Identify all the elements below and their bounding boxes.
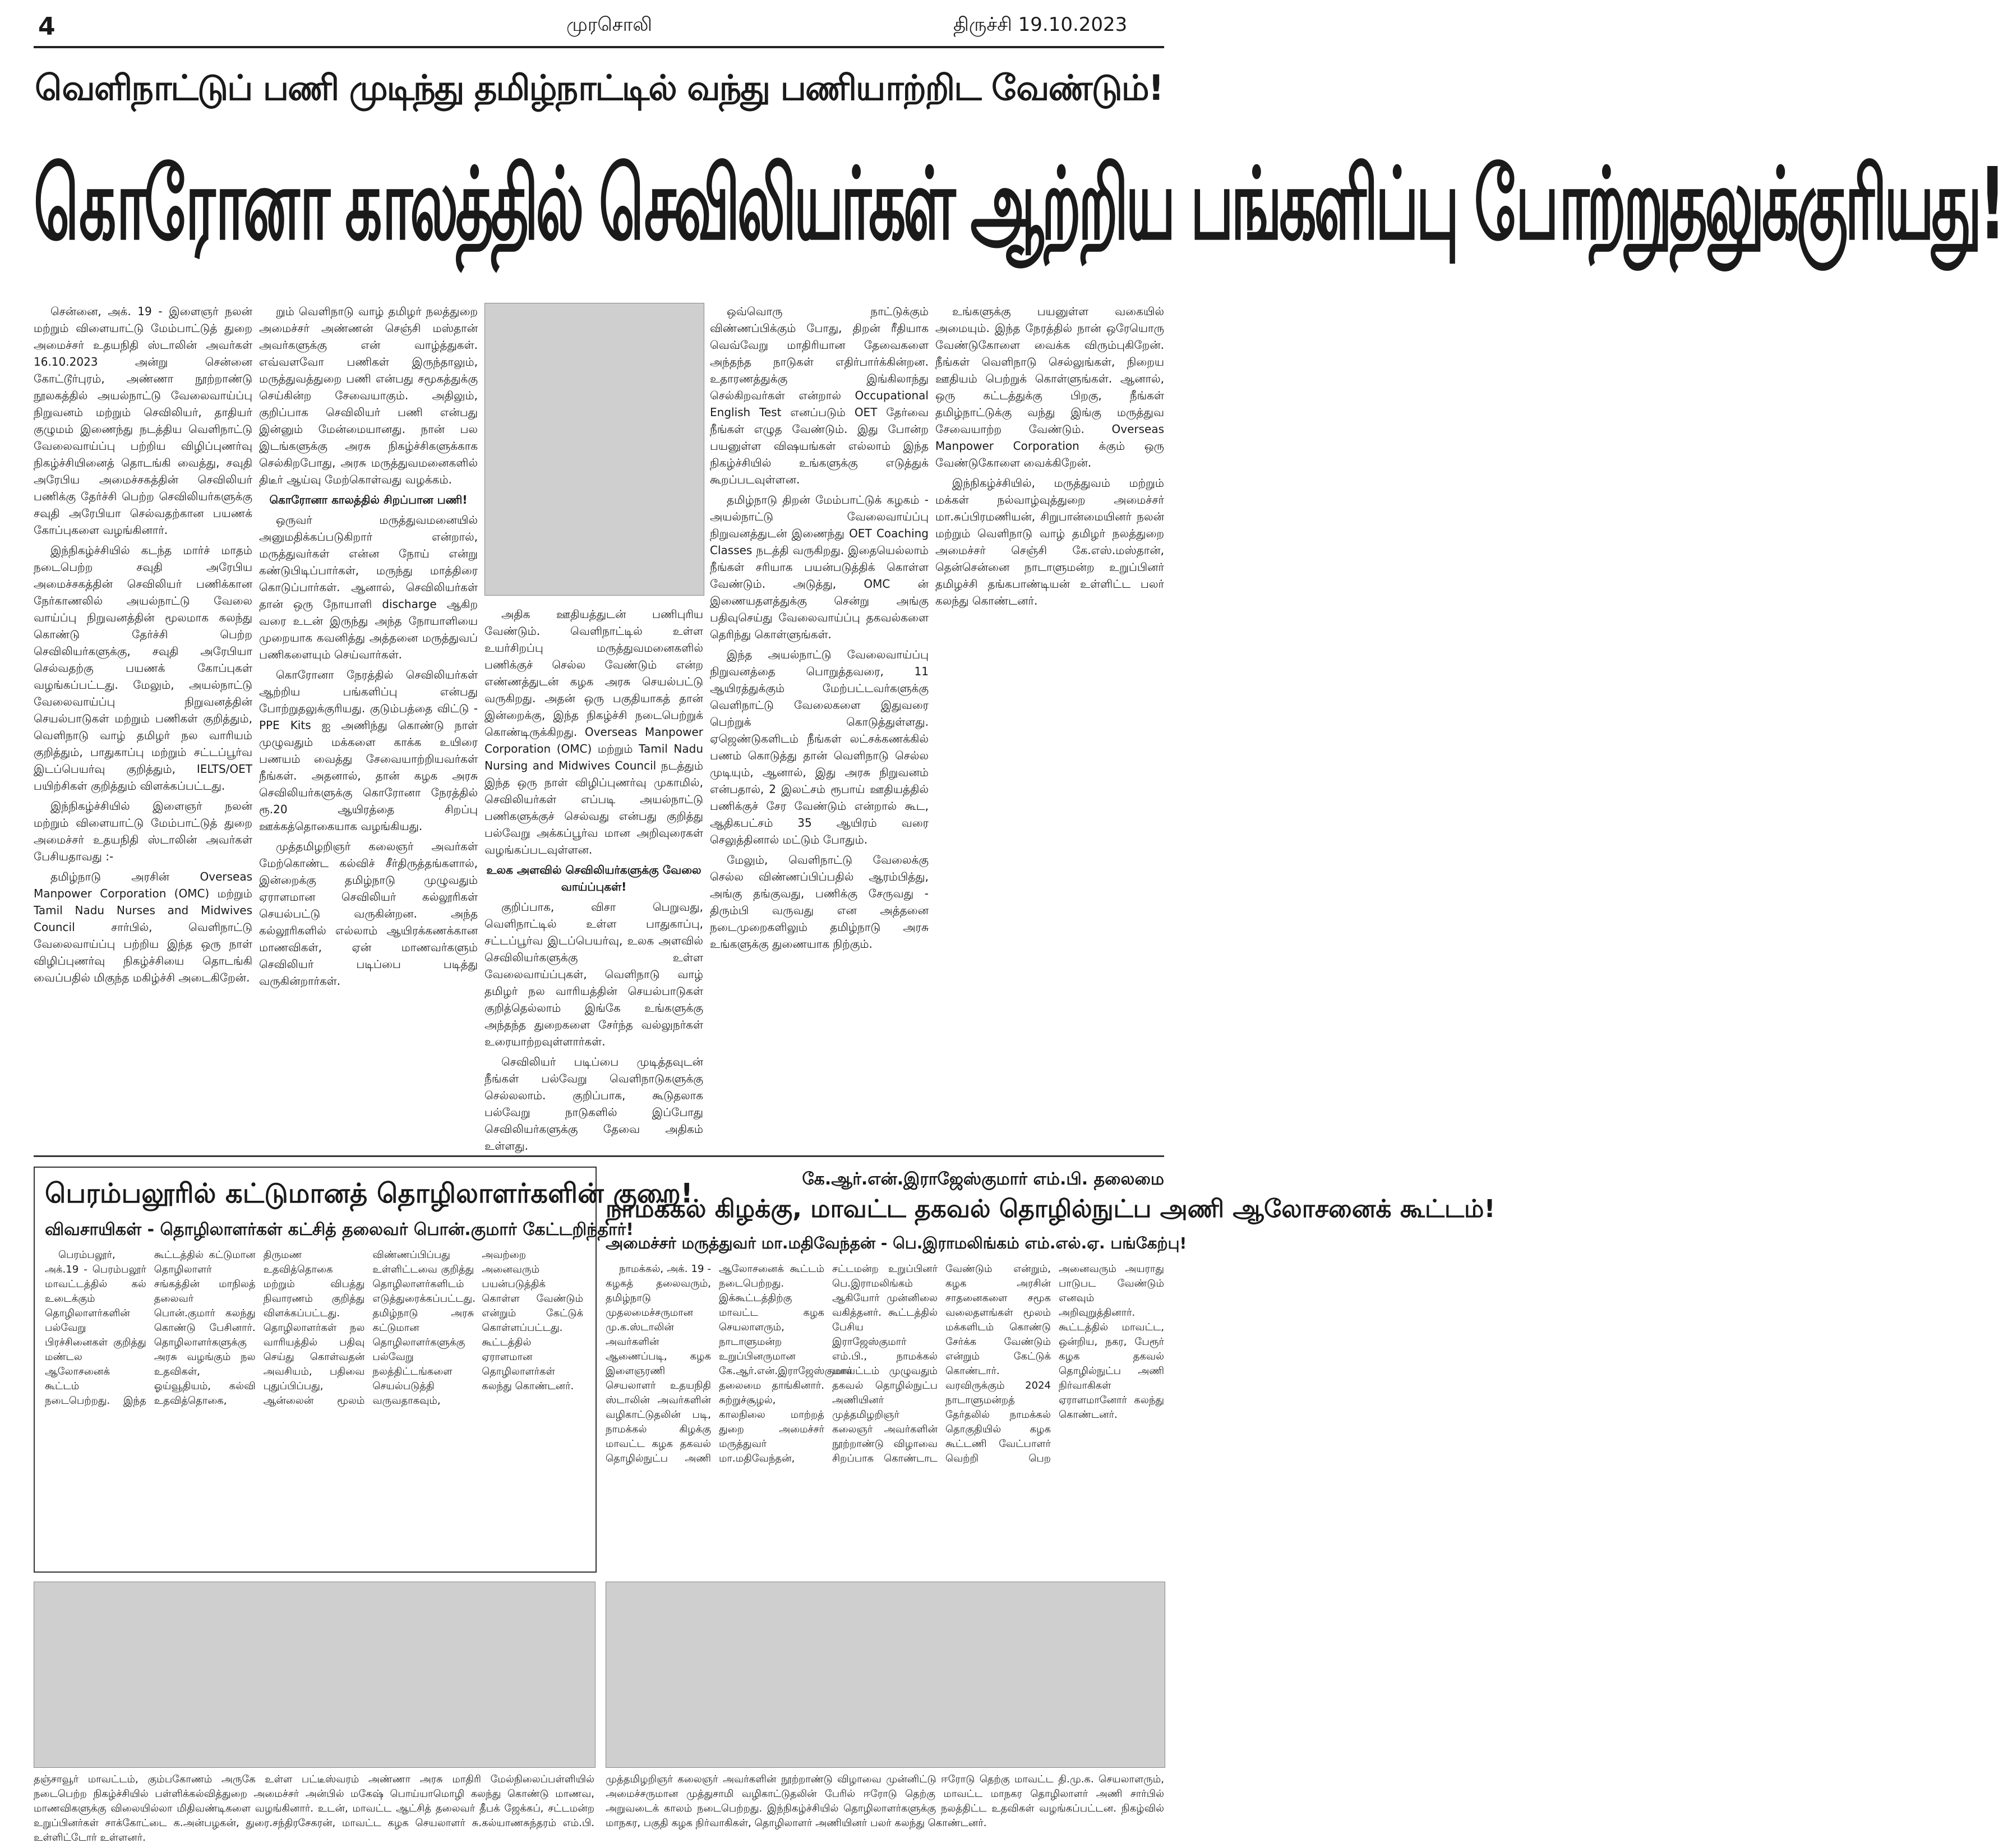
story2-headline: பெரம்பலூரில் கட்டுமானத் தொழிலாளர்களின் குறை! xyxy=(45,1178,693,1209)
story3-byline: கே.ஆர்.என்.இராஜேஸ்குமார் எம்.பி. தலைமை xyxy=(802,1169,1164,1189)
story2-body xyxy=(45,1248,583,1562)
lead-column-4 xyxy=(710,303,929,1144)
lead-paragraph: றும் வெளிநாடு வாழ் தமிழர் நலத்துறை அமைச்சர் அண்ணன் செஞ்சி மஸ்தான் அவர்களுக்கு என் வாழ்த்துகள். எவ்வளவோ பணிகள் இருந்தாலும், மருத்துவத்துறை பணி என்பது சமூகத்துக்கு செய்கின்ற சேவையாகும். அதிலும், குறிப்பாக செவிலியர் பணி என்பது இன்னும் மேன்மையானது. நான் பல இடங்களுக்கு அரசு நிகழ்ச்சிகளுக்காக செல்கிறபோது, அரசு மருத்துவமனைகளில் திடீர் ஆய்வு மேற்கொள்வது வழக்கம். xyxy=(259,305,478,486)
photo-left xyxy=(34,1582,596,1768)
lead-paragraph: இந்த அயல்நாட்டு வேலைவாய்ப்பு நிறுவனத்தை பொறுத்தவரை, 11 ஆயிரத்துக்கும் மேற்பட்டவர்களுக்கு வெளிநாட்டு வேலைகளை இதுவரை பெற்றுக் கொடுத்துள்ளது. ஏஜெண்டுகளிடம் நீங்கள் லட்சக்கணக்கில் பணம் கொடுத்து தான் வெளிநாடு செல்ல முடியும், ஆனால், இது அரசு நிறுவனம் என்பதால், 2 இலட்சம் ரூபாய் ஊதியத்தில் பணிக்குச் சேர வேண்டும் என்றால் கூட, ஆதிகபட்சம் 35 ஆயிரம் வரை செலுத்தினால் மட்டும் போதும். xyxy=(710,648,929,846)
lead-subheading: உலக அளவில் செவிலியர்களுக்கு வேலை வாய்ப்புகள்! xyxy=(486,863,701,893)
photo-right-caption: முத்தமிழறிஞர் கலைஞர் அவர்களின் நூற்றாண்டு விழாவை முன்னிட்டு ஈரோடு தெற்கு மாவட்ட தி.மு.க. செயலாளரும், அமைச்சருமான முத்துசாமி வழிகாட்டுதலின் பேரில் ஈரோடு தெற்கு மாவட்ட மாநகர தொழிலாளர் அணி சார்பில் அறுவடைக் காலம் நடைபெற்றது. இந்நிகழ்ச்சியில் தொழிலாளர்களுக்கு நலத்திட்ட உதவிகள் வழங்கப்பட்டன. நிகழ்வில் மாநகர, பகுதி கழக நிர்வாகிகள், தொழிலாளர் அணியினர் பலர் கலந்து கொண்டனர். xyxy=(606,1773,1165,1829)
lead-paragraph: மேலும், வெளிநாட்டு வேலைக்கு செல்ல விண்ணப்பிப்பதில் ஆரம்பித்து, அங்கு தங்குவது, பணிக்கு சேருவது - திரும்பி வருவது என அத்தனை நடைமுறைகளிலும் தமிழ்நாடு அரசு உங்களுக்கு துணையாக நிற்கும். xyxy=(710,853,929,951)
lead-headline: கொரோனா காலத்தில் செவிலியர்கள் ஆற்றிய பங்களிப்பு போற்றுதலுக்குரியது! xyxy=(34,146,2003,262)
section-divider xyxy=(34,1155,1164,1157)
page-number: 4 xyxy=(38,12,56,41)
lead-kicker: வெளிநாட்டுப் பணி முடிந்து தமிழ்நாட்டில் வந்து பணியாற்றிட வேண்டும்! xyxy=(35,67,1163,108)
photo-right xyxy=(606,1582,1165,1768)
lead-column-3 xyxy=(484,606,703,1153)
lead-subheading: கொரோனா காலத்தில் சிறப்பான பணி! xyxy=(269,493,468,506)
lead-column-1 xyxy=(34,303,252,1144)
lead-paragraph: முத்தமிழறிஞர் கலைஞர் அவர்கள் மேற்கொண்ட கல்விச் சீர்திருத்தங்களால், இன்றைக்கு தமிழ்நாடு முழுவதும் ஏராளமான செவிலியர் கல்லூரிகள் செயல்பட்டு வருகின்றன. அந்த கல்லூரிகளில் எல்லாம் ஆயிரக்கணக்கான மாணவிகள், ஏன் மாணவர்களும் செவிலியர் படிப்பை படித்து வருகின்றார்கள். xyxy=(259,840,478,988)
newspaper-name: முரசொலி xyxy=(566,13,652,36)
photo-left-caption: தஞ்சாவூர் மாவட்டம், கும்பகோணம் அருகே உள்ள பட்டீஸ்வரம் அண்ணா அரசு மாதிரி மேல்நிலைப்பள்ளியில் நடைபெற்ற நிகழ்ச்சியில் பள்ளிக்கல்வித்துறை அமைச்சர் அன்பில் மகேஷ் பொய்யாமொழி கலந்து கொண்டு மாணவ, மாணவிகளுக்கு விலையில்லா மிதிவண்டிகளை வழங்கினார். உடன், மாவட்ட ஆட்சித் தலைவர் தீபக் ஜேக்கப், சட்டமன்ற உறுப்பினர்கள் சாக்கோட்டை க.அன்பழகன், துரை.சந்திரசேகரன், மாவட்ட கழக செயலாளர் சு.கல்யாணசுந்தரம் எம்.பி. உள்ளிட்டோர் உள்ளனர். xyxy=(34,1773,594,1844)
story3-subhead: அமைச்சர் மருத்துவர் மா.மதிவேந்தன் - பெ.இராமலிங்கம் எம்.எல்.ஏ. பங்கேற்பு! xyxy=(606,1234,1187,1252)
lead-column-5 xyxy=(935,303,1164,1144)
lead-paragraph: ஒவ்வொரு நாட்டுக்கும் விண்ணப்பிக்கும் போது, திறன் ரீதியாக வெவ்வேறு மாதிரியான தேவைகளை அந்தந்த நாடுகள் எதிர்பார்க்கின்றன. உதாரணத்துக்கு இங்கிலாந்து செல்கிறவர்கள் என்றால் Occupational English Test எனப்படும் OET தேர்வை நீங்கள் எழுத வேண்டும். இது போன்ற பயனுள்ள விஷயங்கள் எல்லாம் இந்த நிகழ்ச்சியில் உங்களுக்கு எடுத்துக் கூறப்படவுள்ளன. xyxy=(710,305,929,486)
story3-paragraph: நாமக்கல், அக். 19 - கழகத் தலைவரும், தமிழ்நாடு முதலமைச்சருமான மு.க.ஸ்டாலின் அவர்களின் ஆணைப்படி, கழக இளைஞரணி செயலாளர் உதயநிதி ஸ்டாலின் அவர்களின் வழிகாட்டுதலின் படி, நாமக்கல் கிழக்கு மாவட்ட கழக தகவல் தொழில்நுட்ப அணி ஆலோசனைக் கூட்டம் நடைபெற்றது. இக்கூட்டத்திற்கு மாவட்ட கழக செயலாளரும், நாடாளுமன்ற உறுப்பினருமான கே.ஆர்.என்.இராஜேஸ்குமார் தலைமை தாங்கினார். சுற்றுச்சூழல், காலநிலை மாற்றத் துறை அமைச்சர் மருத்துவர் மா.மதிவேந்தன், சட்டமன்ற உறுப்பினர் பெ.இராமலிங்கம் ஆகியோர் முன்னிலை வகித்தனர். கூட்டத்தில் பேசிய இராஜேஸ்குமார் எம்.பி., நாமக்கல் மாவட்டம் முழுவதும் தகவல் தொழில்நுட்ப அணியினர் முத்தமிழறிஞர் கலைஞர் அவர்களின் நூற்றாண்டு விழாவை சிறப்பாக கொண்டாட வேண்டும் என்றும், கழக அரசின் சாதனைகளை சமூக வலைதளங்கள் மூலம் மக்களிடம் கொண்டு சேர்க்க வேண்டும் என்றும் கேட்டுக் கொண்டார். வரவிருக்கும் 2024 நாடாளுமன்றத் தேர்தலில் நாமக்கல் தொகுதியில் கழக கூட்டணி வேட்பாளர் வெற்றி பெற அனைவரும் அயராது பாடுபட வேண்டும் எனவும் அறிவுறுத்தினார். கூட்டத்தில் மாவட்ட, ஒன்றிய, நகர, பேரூர் கழக தகவல் தொழில்நுட்ப அணி நிர்வாகிகள் ஏராளமானோர் கலந்து கொண்டனர். xyxy=(606,1263,1164,1464)
lead-paragraph: சென்னை, அக். 19 - இளைஞர் நலன் மற்றும் விளையாட்டு மேம்பாட்டுத் துறை அமைச்சர் உதயநிதி ஸ்டாலின் அவர்கள் 16.10.2023 அன்று சென்னை கோட்டூர்புரம், அண்ணா நூற்றாண்டு நூலகத்தில் அயல்நாட்டு வேலைவாய்ப்பு நிறுவனம் மற்றும் செவிலியர், தாதியர் குழுமம் இணைந்து நடத்திய வெளிநாட்டு வேலைவாய்ப்பு பற்றிய விழிப்புணர்வு நிகழ்ச்சியினைத் தொடங்கி வைத்து, சவுதி அரேபிய அமைச்சகத்தின் செவிலியர் பணிக்கு தேர்ச்சி பெற்ற செவிலியர்களுக்கு சவுதி அரேபியா செல்வதற்கான பயணக் கோப்புகளை வழங்கினார். xyxy=(34,305,252,537)
lead-paragraph: தமிழ்நாடு திறன் மேம்பாட்டுக் கழகம் - அயல்நாட்டு வேலைவாய்ப்பு நிறுவனத்துடன் இணைந்து OET Coaching Classes நடத்தி வருகிறது. இதையெல்லாம் நீங்கள் சரியாக பயன்படுத்திக் கொள்ள வேண்டும். அடுத்து, OMC ன் இணையதளத்துக்கு சென்று அங்கு பதிவுசெய்து வேலைவாய்ப்பு தகவல்களை தெரிந்து கொள்ளுங்கள். xyxy=(710,493,929,641)
lead-paragraph: தமிழ்நாடு அரசின் Overseas Manpower Corporation (OMC) மற்றும் Tamil Nadu Nurses and Midwives Council சார்பில், வெளிநாட்டு வேலைவாய்ப்பு பற்றிய இந்த ஒரு நாள் விழிப்புணர்வு நிகழ்ச்சியை தொடங்கி வைப்பதில் மிகுந்த மகிழ்ச்சி அடைகிறேன். xyxy=(34,870,252,984)
lead-paragraph: அதிக ஊதியத்துடன் பணிபுரிய வேண்டும். வெளிநாட்டில் உள்ள உயர்சிறப்பு மருத்துவமனைகளில் பணிக்குச் செல்ல வேண்டும் என்ற எண்ணத்துடன் கழக அரசு செயல்பட்டு வருகிறது. அதன் ஒரு பகுதியாகத் தான் இன்றைக்கு, இந்த நிகழ்ச்சி நடைபெற்றுக் கொண்டிருக்கிறது. Overseas Manpower Corporation (OMC) மற்றும் Tamil Nadu Nursing and Midwives Council நடத்தும் இந்த ஒரு நாள் விழிப்புணர்வு முகாமில், செவிலியர்கள் எப்படி அயல்நாட்டு பணிகளுக்குச் செல்வது என்பது குறித்து பல்வேறு அக்கப்பூர்வ மான அறிவுரைகள் வழங்கப்படவுள்ளன. xyxy=(484,607,703,856)
lead-paragraph: இந்நிகழ்ச்சியில் இளைஞர் நலன் மற்றும் விளையாட்டு மேம்பாட்டுத் துறை அமைச்சர் உதயநிதி ஸ்டாலின் அவர்கள் பேசியதாவது :- xyxy=(34,799,252,863)
lead-paragraph: உங்களுக்கு பயனுள்ள வகையில் அமையும். இந்த நேரத்தில் நான் ஒரேயொரு வேண்டுகோளை வைக்க விரும்புகிறேன். நீங்கள் வெளிநாடு செல்லுங்கள், நிறைய ஊதியம் பெற்றுக் கொள்ளுங்கள். ஆனால், ஒரு கட்டத்துக்கு பிறகு, நீங்கள் தமிழ்நாட்டுக்கு வந்து இங்கு மருத்துவ சேவையாற்ற வேண்டும். Overseas Manpower Corporation க்கும் ஒரு வேண்டுகோளை வைக்கிறேன். xyxy=(935,305,1164,469)
story2-paragraph: பெரம்பலூர், அக்.19 - பெரம்பலூர் மாவட்டத்தில் கல் உடைக்கும் தொழிலாளர்களின் பல்வேறு பிரச்சினைகள் குறித்து மண்டல ஆலோசனைக் கூட்டம் நடைபெற்றது. இந்த கூட்டத்தில் கட்டுமான தொழிலாளர் சங்கத்தின் மாநிலத் தலைவர் பொன்.குமார் கலந்து கொண்டு பேசினார். தொழிலாளர்களுக்கு அரசு வழங்கும் நல உதவிகள், ஓய்வூதியம், கல்வி உதவித்தொகை, திருமண உதவித்தொகை மற்றும் விபத்து நிவாரணம் குறித்து விளக்கப்பட்டது. தொழிலாளர்கள் நல வாரியத்தில் பதிவு செய்து கொள்வதன் அவசியம், பதிவை புதுப்பிப்பது, ஆன்லைன் மூலம் விண்ணப்பிப்பது உள்ளிட்டவை குறித்து தொழிலாளர்களிடம் எடுத்துரைக்கப்பட்டது. தமிழ்நாடு அரசு கட்டுமான தொழிலாளர்களுக்கு பல்வேறு நலத்திட்டங்களை செயல்படுத்தி வருவதாகவும், அவற்றை அனைவரும் பயன்படுத்திக் கொள்ள வேண்டும் என்றும் கேட்டுக் கொள்ளப்பட்டது. கூட்டத்தில் ஏராளமான தொழிலாளர்கள் கலந்து கொண்டனர். xyxy=(45,1249,583,1407)
story3-body xyxy=(606,1262,1164,1576)
lead-paragraph: செவிலியர் படிப்பை முடித்தவுடன் நீங்கள் பல்வேறு வெளிநாடுகளுக்கு செல்லலாம். குறிப்பாக, கூடுதலாக பல்வேறு நாடுகளில் இப்போது செவிலியர்களுக்கு தேவை அதிகம் உள்ளது. xyxy=(484,1055,703,1153)
lead-photo xyxy=(484,303,704,596)
lead-paragraph: குறிப்பாக, விசா பெறுவது, வெளிநாட்டில் உள்ள பாதுகாப்பு, சட்டப்பூர்வ இடப்பெயர்வு, உலக அளவில் செவிலியர்களுக்கு உள்ள வேலைவாய்ப்புகள், வெளிநாடு வாழ் தமிழர் நல வாரியத்தின் செயல்பாடுகள் குறித்தெல்லாம் இங்கே உங்களுக்கு அந்தந்த துறைகளை சேர்ந்த வல்லுநர்கள் உரையாற்றவுள்ளார்கள். xyxy=(484,900,703,1048)
edition-date: திருச்சி 19.10.2023 xyxy=(953,13,1128,36)
lead-column-2 xyxy=(259,303,478,1144)
lead-paragraph: ஒருவர் மருத்துவமனையில் அனுமதிக்கப்படுகிறார் என்றால், மருத்துவர்கள் என்ன நோய் என்று கண்டுபிடிப்பார்கள், மருந்து மாத்திரை கொடுப்பார்கள். ஆனால், செவிலியர்கள் தான் ஒரு நோயாளி discharge ஆகிற வரை உடன் இருந்து அந்த நோயாளியை முறையாக கவனித்து அத்தனை மருத்துவப் பணிகளையும் செய்வார்கள். xyxy=(259,513,478,661)
lead-paragraph: இந்நிகழ்ச்சியில் கடந்த மார்ச் மாதம் நடைபெற்ற சவுதி அரேபிய அமைச்சகத்தின் செவிலியர் பணிக்கான நேர்காணலில் அயல்நாட்டு வேலை வாய்ப்பு நிறுவனத்தின் மூலமாக கலந்து கொண்டு தேர்ச்சி பெற்ற செவிலியர்களுக்கு, சவுதி அரேபியா செல்வதற்கு பயணக் கோப்புகள் வழங்கப்பட்டது. மேலும், அயல்நாட்டு வேலைவாய்ப்பு நிறுவனத்தின் செயல்பாடுகள் மற்றும் பணிகள் குறித்தும், வெளிநாடு வாழ் தமிழர் நல வாரியம் குறித்தும், பாதுகாப்பு மற்றும் சட்டப்பூர்வ இடப்பெயர்வு குறித்தும், IELTS/OET பயிற்சிகள் குறித்தும் விளக்கப்பட்டது. xyxy=(34,543,252,792)
story3-headline: நாமக்கல் கிழக்கு, மாவட்ட தகவல் தொழில்நுட்ப அணி ஆலோசனைக் கூட்டம்! xyxy=(606,1195,1496,1223)
story2-subhead: விவசாயிகள் - தொழிலாளர்கள் கட்சித் தலைவர் பொன்.குமார் கேட்டறிந்தார்! xyxy=(45,1220,634,1239)
lead-paragraph: கொரோனா நேரத்தில் செவிலியர்கள் ஆற்றிய பங்களிப்பு என்பது போற்றுதலுக்குரியது. குடும்பத்தை விட்டு - PPE Kits ஐ அணிந்து கொண்டு நாள் முழுவதும் மக்களை காக்க உயிரை பணயம் வைத்து சேவையாற்றியவர்கள் நீங்கள். அதனால், தான் கழக அரசு செவிலியர்களுக்கு கொரோனா நேரத்தில் ரூ.20 ஆயிரத்தை சிறப்பு ஊக்கத்தொகையாக வழங்கியது. xyxy=(259,668,478,833)
masthead-rule xyxy=(34,46,1164,48)
lead-paragraph: இந்நிகழ்ச்சியில், மருத்துவம் மற்றும் மக்கள் நல்வாழ்வுத்துறை அமைச்சர் மா.சுப்பிரமணியன், சிறுபான்மையினர் நலன் மற்றும் வெளிநாடு வாழ் தமிழர் நலத்துறை அமைச்சர் செஞ்சி கே.எஸ்.மஸ்தான், தென்சென்னை நாடாளுமன்ற உறுப்பினர் தமிழச்சி தங்கபாண்டியன் உள்ளிட்ட பலர் கலந்து கொண்டனர். xyxy=(935,476,1164,607)
